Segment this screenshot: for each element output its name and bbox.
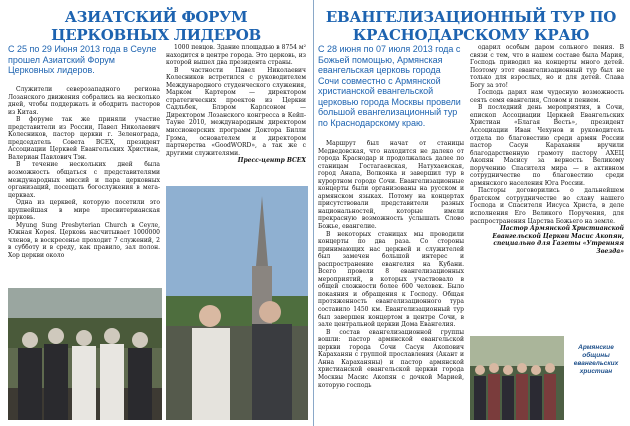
left-article-lead: С 25 по 29 Июня 2013 года в Сеуле прошел Азиатский Форум Церковных лидеров. (8, 44, 157, 75)
right-article-signature: Пастор Армянской Христианской Евангельской Церкви Масис Акопян, специально для Газеты «Утренняя Звезда» (492, 225, 624, 255)
left-article-column-2 (166, 44, 306, 184)
paragraph: В некоторых станицах мы проводили концерты по два раза. Со стороны принимающих нас церквей и служителей был замечен большой интерес и распространение евангелия на Кубани. Всего провели 8 евангелизационных мероприятий, в которых участвовало в общей сложности более 600 человек. Было покаяния и обращения к Господу. Общая протяженность евангелизационного тура составило 1450 км. Евангелизационный тур был завершен концертом в центре Сочи, в зале центральной церкви Дома Евангелия. (318, 230, 464, 329)
left-article-column-1 (8, 86, 160, 286)
paragraph: 1000 певцов. Здание площадью в 8754 м² находится в центре города. Это церковь, из которой вышел два президента страны. (166, 44, 306, 67)
congregation-photo-caption: Армянские общины евангельских христиан (573, 344, 619, 375)
right-article-lead: С 28 июня по 07 июля 2013 года с Божьей помощью, Армянская евангельская церковь города Сочи совместно с Армянской христианской евангельской церковью города Москвы провели большой евангелизационный тур по Краснодарскому краю. (318, 44, 461, 128)
paragraph: Служители северозападного региона Лозанского движения собрались на несколько дней, чтобы поддержать и ободрить пасторов из Китая. (8, 86, 160, 116)
right-article-column-2 (470, 44, 624, 328)
paragraph: Господь дарил нам чудесную возможность сеять семя евангелия, Словом и пением. (470, 89, 624, 104)
forum-group-photo-image (8, 288, 162, 420)
paragraph: В последний день мероприятия, в Сочи, епископ Ассоциации Церквей Евангельских Христиан «Благая Весть», президент Ассоциации Иван Чехунов и руководитель отдела по благовестию среди армян России пастор Сасун Караханян вручили благодарственную грамоту пастору АХЕЦ Акопян Масису за верность Великому поручению Спасителя мира — в активном сотрудничестве по благовестию среди армянского населения Юга России. (470, 104, 624, 187)
paragraph: В течение нескольких дней была возможность общаться с представителями международных миссий и пара церковных организаций, посещать богослужения в мега-церквах. (8, 161, 160, 199)
paragraph: В форуме так же приняли участие представители из России, Павел Николаевич Колесников, пастор церкви г. Зеленограда, председатель Совета ВСЕХ, президент Ассоциации Церквей Евангельских Христиан, Валериан Павлович Тэн. (8, 116, 160, 161)
congregation-photo-image (470, 336, 564, 420)
column-divider (313, 0, 314, 426)
paragraph: Одна из церквей, которую посетили это крупнейшая в мире пресвитерианская церковь. (8, 199, 160, 222)
right-article-column-1 (318, 140, 464, 422)
paragraph: В состав евангелизационной группы вошли: пастор армянской евангельской церкви города Сочи Сасун Акопович Караханян с группой прославления (Акант и Анна Караханяны) и пастор армянской христианской евангельской церкви города Москвы Масис Акопян с дочкой Марией, которую господь (318, 328, 464, 389)
paragraph: Пасторы договорились о дальнейшем братском сотрудничестве во славу нашего Господа и Спасителя Иисуса Христа, в деле исполнения Его Великого Поручения, для распространения Царства Божьего на земле. (470, 187, 624, 225)
paragraph: Myung Sung Presbyterian Church в Сеуле, Южная Корея. Церковь насчитывает 1000000 членов, в воскресенье проходит 7 служений, 2 в субботу и в среду, как правило, зал полон. Хор церкви около (8, 221, 160, 260)
church-visit-photo (166, 186, 308, 420)
paragraph: Маршрут был начат от станицы Медведовская, что находится не далеко от города Краснодар и продолжалась далее по станицам Гостагаевская, Натухаевская, город Анапа, Волконка и завершил тур в курортном городе Сочи. Евангелизационные концерты были организованы на русском и армянском языках. Потому на концертах присутствовали представители разных национальностей, которые имели прекрасную возможность услышать Слово Божье, евангелие. (318, 140, 464, 231)
church-visit-photo-image (166, 186, 308, 420)
left-article-title: АЗИАТСКИЙ ФОРУМ ЦЕРКОВНЫХ ЛИДЕРОВ (51, 8, 261, 44)
right-article-title: ЕВАНГЕЛИЗАЦИОННЫЙ ТУР ПО КРАСНОДАРСКОМУ КРАЮ (325, 8, 617, 44)
paragraph: одарил особым даром сольного пения. В связи с тем, что в нашем составе была Мария, Господь приводил на концерты много детей. Поэтому этот евангелизационный тур был не только для взрослых, но и для детей. Слава Богу за это! (470, 44, 624, 89)
paragraph: В частности Павел Николаевич Колесников встретился с руководителем Международного студенческого служения, Марком Картером — директором стратегических проектов из Церкви Садльбек, Блэром Карлсоном — Директором Лозанского конгресса в Кейп-Тауне 2010, международным директором миссионерских программ Доктора Билли Грэма, основателем и директором партнерства «GoodWORD», а так же с другими служителями. (166, 66, 306, 157)
congregation-photo (470, 336, 564, 420)
forum-group-photo (8, 288, 162, 420)
left-article-signature: Пресс-центр ВСЕХ (237, 157, 306, 165)
